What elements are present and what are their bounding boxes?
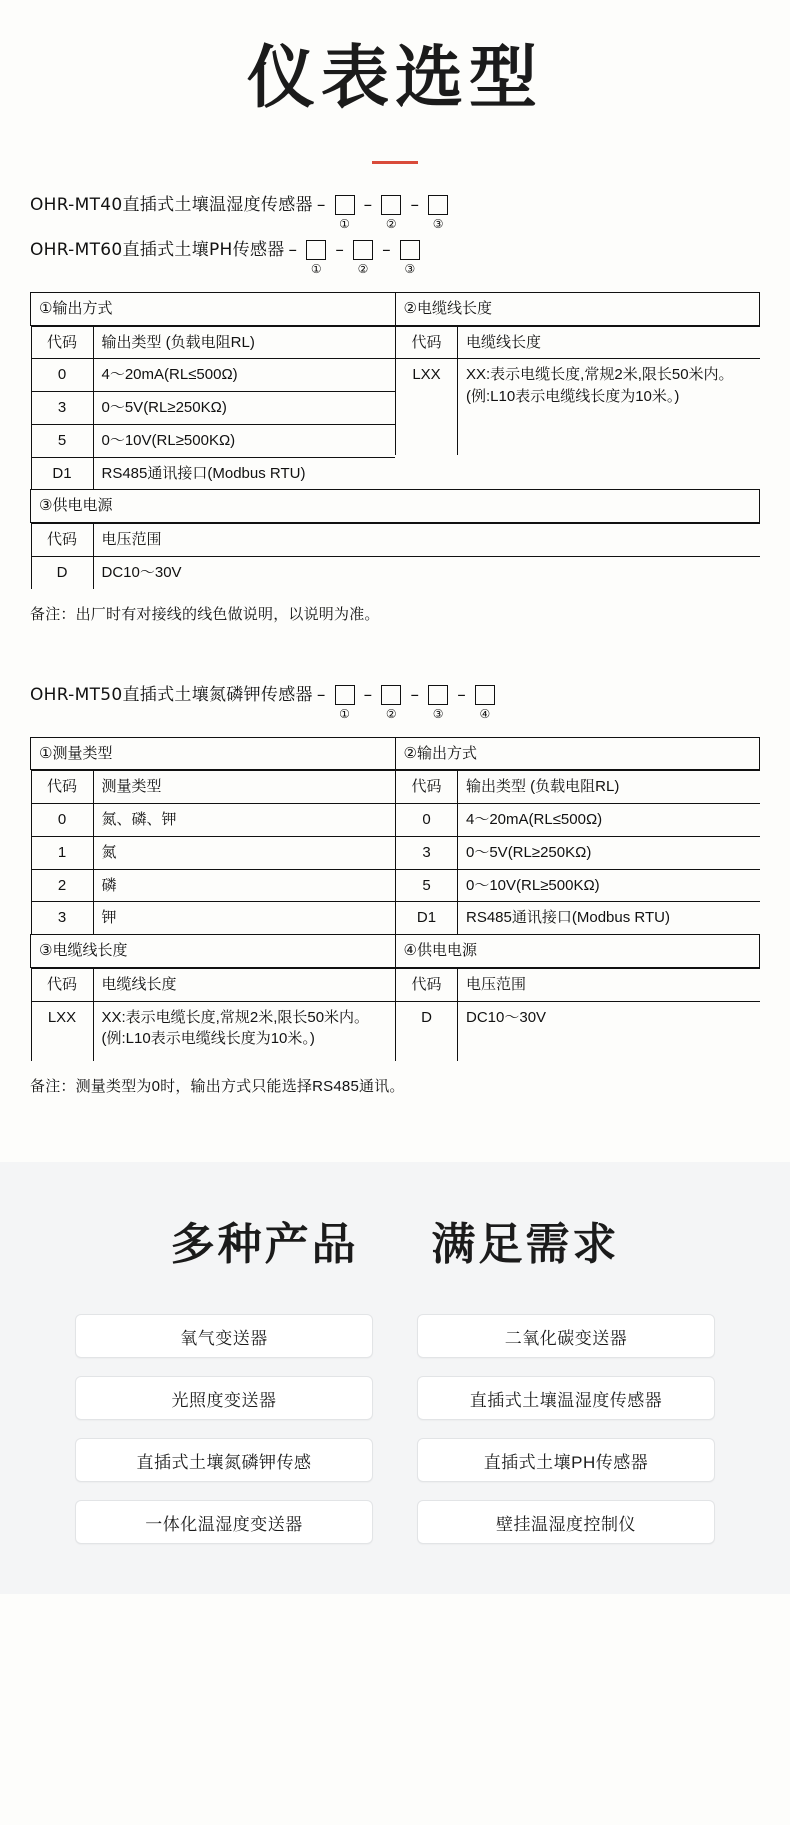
spec-table-b (30, 737, 760, 1062)
block-heading: ①测量类型 (31, 737, 396, 770)
table-row (31, 490, 760, 523)
product-chip[interactable]: 直插式土壤氮磷钾传感 (75, 1438, 373, 1482)
spec-table-a (30, 292, 760, 589)
cell-code: 1 (31, 836, 93, 869)
table-row (31, 424, 395, 457)
cell-value: 0～5V(RL≥250KΩ) (93, 392, 395, 425)
cell-value: 4～20mA(RL≤500Ω) (93, 359, 395, 392)
code-slot-index: ② (385, 706, 397, 721)
cell-value: 0～10V(RL≥500KΩ) (93, 424, 395, 457)
cell-code: 5 (396, 869, 458, 902)
product-grid (75, 1314, 715, 1544)
table-row (31, 392, 395, 425)
cell-code: 5 (31, 424, 93, 457)
table-row (31, 326, 395, 359)
col-header-code: 代码 (31, 771, 93, 804)
inner-table (31, 326, 396, 490)
code-slot (330, 682, 360, 721)
table-row (31, 523, 760, 589)
table-row (31, 967, 760, 1061)
table-row (31, 935, 760, 968)
product-chip[interactable]: 直插式土壤温湿度传感器 (417, 1376, 715, 1420)
table-row (31, 737, 760, 770)
table-row (31, 836, 395, 869)
code-box (400, 240, 420, 260)
products-title-left: 多种产品 (170, 1219, 359, 1271)
model-section-a (0, 192, 790, 624)
col-header-code: 代码 (396, 326, 458, 359)
title-divider (372, 161, 418, 164)
cell-value: RS485通讯接口(Modbus RTU) (458, 902, 760, 934)
code-slot-index: ② (357, 261, 369, 276)
code-slot-group (285, 237, 425, 276)
cell-value: 钾 (93, 902, 395, 934)
code-slot (423, 682, 453, 721)
cell-code: 0 (396, 804, 458, 837)
dash-separator: – (410, 684, 420, 705)
model-code-line (30, 682, 760, 721)
code-box (306, 240, 326, 260)
col-header-code: 代码 (396, 968, 458, 1001)
table-row (31, 1001, 395, 1061)
code-box (475, 685, 495, 705)
page-header (0, 0, 790, 164)
product-chip[interactable]: 一体化温湿度变送器 (75, 1500, 373, 1544)
inner-table (31, 968, 396, 1061)
table-row (396, 869, 760, 902)
col-header-code: 代码 (31, 968, 93, 1001)
model-name: OHR-MT50直插式土壤氮磷钾传感器 (30, 684, 313, 705)
table-note: 备注：测量类型为0时，输出方式只能选择RS485通讯。 (30, 1078, 405, 1096)
col-header-value: 电缆线长度 (458, 326, 760, 359)
model-name: OHR-MT40直插式土壤温湿度传感器 (30, 194, 313, 215)
dash-separator: – (382, 239, 391, 260)
col-header-value: 电压范围 (458, 968, 760, 1001)
code-box (381, 195, 401, 215)
product-chip[interactable]: 二氧化碳变送器 (417, 1314, 715, 1358)
table-row (396, 359, 760, 455)
dash-separator: – (335, 239, 345, 260)
block-heading: ③电缆线长度 (31, 935, 396, 968)
model-section-b (0, 682, 790, 1097)
table-row (31, 902, 395, 934)
table-row (396, 902, 760, 934)
cell-value: 氮 (93, 836, 395, 869)
code-slot (376, 682, 406, 721)
inner-table (31, 770, 396, 934)
col-header-value: 输出类型 (负载电阻RL) (93, 326, 395, 359)
dash-separator: – (363, 684, 373, 705)
table-row (31, 804, 395, 837)
cell-code: D1 (31, 457, 93, 489)
model-name: OHR-MT60直插式土壤PH传感器 (30, 239, 285, 260)
cell-value: 0～10V(RL≥500KΩ) (458, 869, 760, 902)
block-body (395, 770, 760, 935)
block-heading: ③供电电源 (31, 490, 760, 523)
cell-value: DC10～30V (458, 1001, 760, 1061)
code-slot-index: ③ (404, 261, 416, 276)
block-heading: ②电缆线长度 (395, 292, 760, 325)
inner-table (395, 968, 760, 1061)
block-body (31, 770, 396, 935)
product-chip[interactable]: 直插式土壤PH传感器 (417, 1438, 715, 1482)
block-body (31, 967, 396, 1061)
model-code-line (30, 237, 760, 276)
dash-separator: – (316, 684, 326, 705)
dash-separator: – (316, 194, 326, 215)
col-header-value: 输出类型 (负载电阻RL) (458, 771, 760, 804)
code-slot (376, 192, 406, 231)
code-slot (423, 192, 453, 231)
col-header-code: 代码 (31, 524, 93, 557)
block-heading: ②输出方式 (395, 737, 760, 770)
cell-code: D1 (396, 902, 458, 934)
code-slot (348, 237, 378, 276)
table-row (31, 869, 395, 902)
cell-value: RS485通讯接口(Modbus RTU) (93, 457, 395, 489)
page-title: 仪表选型 (246, 39, 543, 118)
cell-code: 3 (396, 836, 458, 869)
dash-separator: – (410, 194, 420, 215)
table-row (31, 770, 760, 935)
dash-separator: – (457, 684, 467, 705)
code-box (428, 685, 448, 705)
block-heading: ①输出方式 (31, 292, 396, 325)
code-slot (301, 237, 331, 276)
block-body (31, 325, 396, 490)
code-slot-index: ① (339, 216, 351, 231)
code-slot-group (313, 682, 500, 721)
table-row (31, 524, 760, 557)
code-slot-index: ③ (432, 706, 444, 721)
cell-code: D (31, 556, 93, 588)
cell-value: 4～20mA(RL≤500Ω) (458, 804, 760, 837)
model-code-line (30, 192, 760, 231)
dash-separator: – (363, 194, 373, 215)
products-title (0, 1208, 790, 1272)
table-row (396, 968, 760, 1001)
product-chip[interactable]: 光照度变送器 (75, 1376, 373, 1420)
table-row (396, 771, 760, 804)
block-body (31, 523, 760, 589)
products-section (0, 1162, 790, 1594)
cell-code: 3 (31, 392, 93, 425)
products-title-right: 满足需求 (431, 1219, 620, 1271)
block-heading: ④供电电源 (395, 935, 760, 968)
code-slot (395, 237, 425, 276)
table-row (31, 771, 395, 804)
cell-value: DC10～30V (93, 556, 760, 588)
block-body (395, 967, 760, 1061)
cell-code: D (396, 1001, 458, 1061)
block-body (395, 325, 760, 490)
code-slot (470, 682, 500, 721)
cell-code: 2 (31, 869, 93, 902)
dash-separator: – (288, 239, 298, 260)
table-row (31, 457, 395, 489)
cell-value: XX:表示电缆长度,常规2米,限长50米内。(例:L10表示电缆线长度为10米。) (458, 359, 760, 455)
code-slot-index: ① (310, 261, 322, 276)
table-note: 备注：出厂时有对接线的线色做说明，以说明为准。 (30, 605, 380, 623)
code-slot (330, 192, 360, 231)
product-chip[interactable]: 壁挂温湿度控制仪 (417, 1500, 715, 1544)
cell-value: 0～5V(RL≥250KΩ) (458, 836, 760, 869)
table-row (31, 359, 395, 392)
cell-value: 氮、磷、钾 (93, 804, 395, 837)
cell-code: LXX (31, 1001, 93, 1061)
inner-table (395, 326, 760, 455)
col-header-value: 测量类型 (93, 771, 395, 804)
table-row (31, 968, 395, 1001)
product-chip[interactable]: 氧气变送器 (75, 1314, 373, 1358)
code-box (335, 685, 355, 705)
code-box (335, 195, 355, 215)
code-slot-index: ② (385, 216, 397, 231)
col-header-value: 电缆线长度 (93, 968, 395, 1001)
code-box (428, 195, 448, 215)
table-row (396, 804, 760, 837)
cell-code: 0 (31, 359, 93, 392)
cell-code: 0 (31, 804, 93, 837)
inner-table (31, 523, 760, 589)
code-slot-index: ① (339, 706, 351, 721)
col-header-value: 电压范围 (93, 524, 760, 557)
col-header-code: 代码 (31, 326, 93, 359)
col-header-code: 代码 (396, 771, 458, 804)
code-slot-group (313, 192, 453, 231)
table-row (31, 325, 760, 490)
code-box (353, 240, 373, 260)
table-row (31, 292, 760, 325)
code-slot-index: ③ (432, 216, 444, 231)
cell-code: LXX (396, 359, 458, 455)
cell-code: 3 (31, 902, 93, 934)
section-spacer (0, 624, 790, 682)
code-box (381, 685, 401, 705)
table-row (396, 1001, 760, 1061)
table-row (396, 326, 760, 359)
code-slot-index: ④ (479, 706, 491, 721)
table-row (396, 836, 760, 869)
cell-value: 磷 (93, 869, 395, 902)
inner-table (395, 770, 760, 934)
cell-value: XX:表示电缆长度,常规2米,限长50米内。(例:L10表示电缆线长度为10米。) (93, 1001, 395, 1061)
table-row (31, 556, 760, 588)
